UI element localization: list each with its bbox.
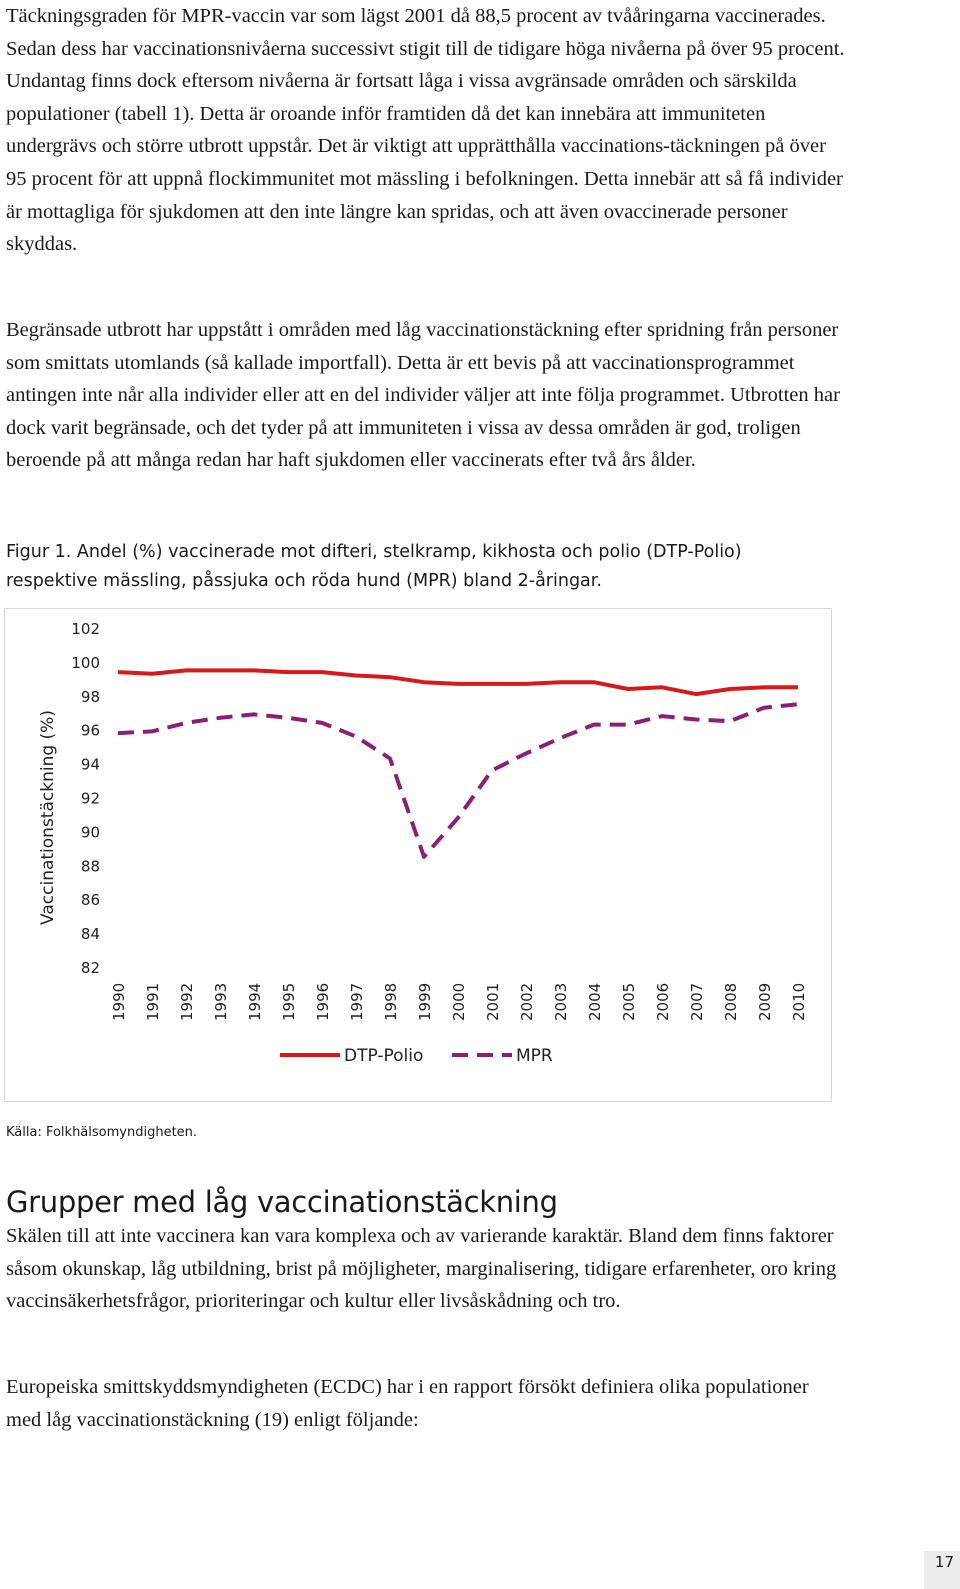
x-tick-label: 2002 xyxy=(518,982,536,1021)
body-paragraph-1: Täckningsgraden för MPR-vaccin var som lägst 2001 då 88,5 procent av tvååringarna vaccinerades. Sedan dess har vaccinationsnivåerna successivt stigit till de tidigare höga nivåerna på över 95 procent. Undantag finns dock eftersom nivåerna är fortsatt låga i vissa avgränsade områden och särskilda populationer (tabell 1). Detta är oroande inför framtiden då det kan innebära att immuniteten undergrävs och större utbrott uppstår. Det är viktigt att upprätthålla vaccinations-täckningen på över 95 procent för att uppnå flockimmunitet mot mässling i befolkningen. Detta innebär att så få individer är mottagliga för sjukdomen att den inte längre kan spridas, och att även ovaccinerade personer skyddas. xyxy=(6,5,845,256)
x-tick-label: 2000 xyxy=(450,982,468,1021)
figure-caption: Figur 1. Andel (%) vaccinerade mot difteri, stelkramp, kikhosta och polio (DTP-Polio) respektive mässling, påssjuka och röda hund (MPR) bland 2-åringar. xyxy=(6,542,742,591)
y-tick-label: 88 xyxy=(80,857,100,876)
x-tick-label: 2008 xyxy=(722,982,740,1021)
legend-label: DTP-Polio xyxy=(344,1046,424,1066)
x-tick-label: 1995 xyxy=(280,982,298,1021)
x-tick-label: 1990 xyxy=(110,982,128,1021)
x-tick-label: 2004 xyxy=(586,982,604,1021)
x-tick-label: 2007 xyxy=(688,982,706,1021)
y-axis-label: Vaccinationstäckning (%) xyxy=(38,710,58,925)
x-tick-label: 2010 xyxy=(790,982,808,1021)
body-paragraph-2: Begränsade utbrott har uppstått i områden med låg vaccinationstäckning efter spridning från personer som smittats utomlands (så kallade importfall). Detta är ett bevis på att vaccinationsprogrammet antingen inte når alla individer eller att en del individer väljer att inte följa programmet. Utbrotten har dock varit begränsade, och det tyder på att immuniteten i vissa av dessa områden är god, troligen beroende på att många redan har haft sjukdomen eller vaccinerats efter två års ålder. xyxy=(6,319,840,472)
y-tick-label: 90 xyxy=(80,823,100,842)
x-tick-label: 1998 xyxy=(382,982,400,1021)
y-tick-label: 94 xyxy=(80,755,100,774)
legend-label: MPR xyxy=(516,1046,553,1066)
source-note: Källa: Folkhälsomyndigheten. xyxy=(6,1125,198,1140)
x-tick-label: 1994 xyxy=(246,982,264,1021)
y-tick-label: 96 xyxy=(80,721,100,740)
chart-container xyxy=(4,608,832,1102)
y-tick-label: 84 xyxy=(80,925,100,944)
section-heading: Grupper med låg vaccinationstäckning xyxy=(6,1185,558,1219)
x-tick-label: 1991 xyxy=(144,982,162,1021)
x-tick-label: 2009 xyxy=(756,982,774,1021)
y-tick-label: 92 xyxy=(80,789,100,808)
series-line-dtp-polio xyxy=(118,670,798,694)
x-tick-label: 2003 xyxy=(552,982,570,1021)
line-chart xyxy=(5,609,831,1101)
y-tick-label: 82 xyxy=(80,959,100,977)
series-line-mpr xyxy=(118,704,798,857)
x-tick-label: 1997 xyxy=(348,982,366,1021)
body-paragraph-3: Skälen till att inte vaccinera kan vara komplexa och av varierande karaktär. Bland dem finns faktorer såsom okunskap, låg utbildning, brist på möjligheter, marginalisering, tidigare erfarenheter, oro kring vaccinsäkerhetsfrågor, prioriteringar och kultur eller livsåskådning och tro. xyxy=(6,1225,837,1313)
x-tick-label: 1992 xyxy=(178,982,196,1021)
y-tick-label: 86 xyxy=(80,891,100,910)
y-tick-label: 98 xyxy=(80,687,100,706)
x-tick-label: 1996 xyxy=(314,982,332,1021)
x-tick-label: 1993 xyxy=(212,982,230,1021)
page-number: 17 xyxy=(924,1551,960,1589)
y-tick-label: 102 xyxy=(71,620,100,638)
body-paragraph-4: Europeiska smittskyddsmyndigheten (ECDC) har i en rapport försökt definiera olika populationer med låg vaccinationstäckning (19) enligt följande: xyxy=(6,1376,809,1431)
y-tick-label: 100 xyxy=(71,653,100,672)
x-tick-label: 1999 xyxy=(416,982,434,1021)
x-tick-label: 2006 xyxy=(654,982,672,1021)
x-tick-label: 2005 xyxy=(620,982,638,1021)
x-tick-label: 2001 xyxy=(484,982,502,1021)
